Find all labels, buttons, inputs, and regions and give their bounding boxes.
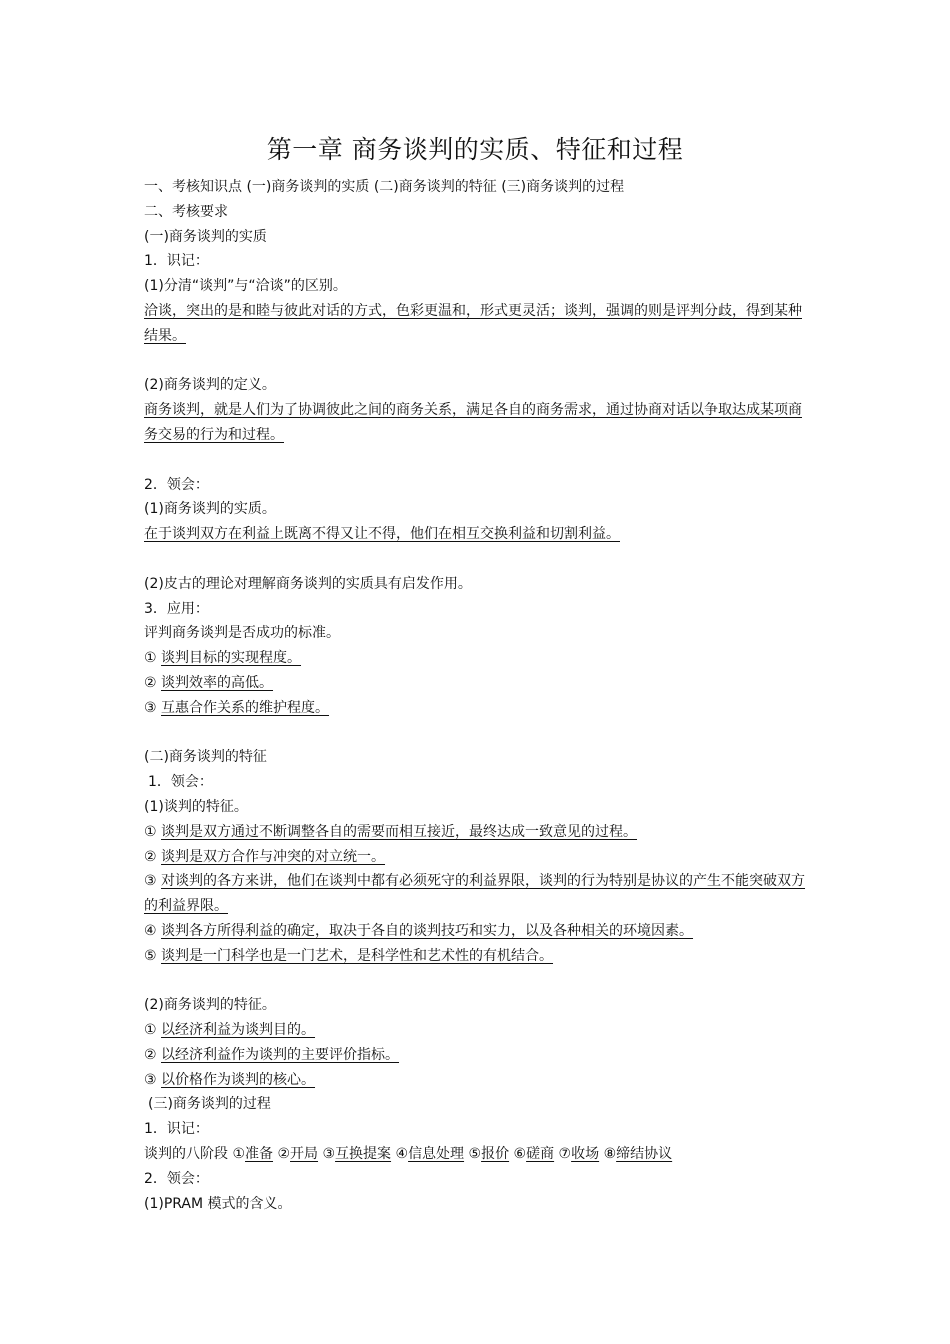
list-number: ① bbox=[144, 823, 157, 840]
list-number: ② bbox=[144, 674, 157, 691]
list-text: 谈判是双方通过不断调整各自的需要而相互接近，最终达成一致意见的过程。 bbox=[161, 823, 638, 840]
list-item bbox=[144, 820, 814, 845]
list-number: ② bbox=[144, 1046, 157, 1063]
list-item bbox=[144, 671, 814, 696]
list-item bbox=[144, 869, 814, 919]
subsection-heading: (三)商务谈判的过程 bbox=[148, 1096, 271, 1113]
stage-text: 缔结协议 bbox=[616, 1146, 673, 1163]
item-question: (1)PRAM 模式的含义。 bbox=[144, 1195, 292, 1212]
list-item bbox=[144, 1018, 814, 1043]
item-heading: 1．识记： bbox=[144, 253, 209, 270]
list-item bbox=[144, 845, 814, 870]
item-question: (2)皮古的理论对理解商务谈判的实质具有启发作用。 bbox=[144, 575, 472, 592]
list-item bbox=[144, 1068, 814, 1093]
section-heading: 二、考核要求 bbox=[144, 203, 228, 220]
stage-text: 报价 bbox=[481, 1146, 510, 1163]
list-text: 谈判各方所得利益的确定，取决于各自的谈判技巧和实力，以及各种相关的环境因素。 bbox=[161, 922, 694, 939]
list-number: ① bbox=[144, 1022, 157, 1039]
list-item bbox=[144, 919, 814, 944]
stage-text: 互换提案 bbox=[335, 1146, 392, 1163]
list-number: ③ bbox=[144, 1071, 157, 1088]
list-text: 谈判效率的高低。 bbox=[161, 674, 274, 691]
list-number: ⑤ bbox=[144, 947, 157, 964]
stages-intro: 谈判的八阶段 bbox=[144, 1146, 228, 1163]
subsection-heading: (二)商务谈判的特征 bbox=[144, 749, 267, 766]
stage-text: 信息处理 bbox=[408, 1146, 465, 1163]
list-number: ④ bbox=[144, 922, 157, 939]
list-text: 互惠合作关系的维护程度。 bbox=[161, 699, 330, 716]
item-answer: 商务谈判，就是人们为了协调彼此之间的商务关系，满足各自的商务需求，通过协商对话以争取达成某项商务交易的行为和过程。 bbox=[144, 402, 802, 443]
item-heading: 3．应用： bbox=[144, 600, 209, 617]
stages-line: 谈判的八阶段 ①准备 ②开局 ③互换提案 ④信息处理 ⑤报价 ⑥磋商 ⑦收场 ⑧缔结协议 bbox=[144, 1146, 673, 1163]
list-number: ③ bbox=[144, 873, 157, 890]
list-number: ② bbox=[144, 848, 157, 865]
list-text: 对谈判的各方来讲，他们在谈判中都有必须死守的利益界限，谈判的行为特别是协议的产生不能突破双方的利益界限。 bbox=[144, 873, 806, 915]
item-question: (1)谈判的特征。 bbox=[144, 798, 248, 815]
stage-text: 准备 bbox=[245, 1146, 274, 1163]
list-text: 以经济利益为谈判目的。 bbox=[161, 1022, 316, 1039]
list-text: 谈判目标的实现程度。 bbox=[161, 650, 302, 667]
item-question: (1)分清“谈判”与“洽谈”的区别。 bbox=[144, 278, 347, 295]
list-item bbox=[144, 944, 814, 969]
item-heading: 1．识记： bbox=[144, 1121, 209, 1138]
item-heading: 2．领会： bbox=[144, 1170, 209, 1187]
page-title: 第一章 商务谈判的实质、特征和过程 bbox=[266, 135, 684, 164]
list-number: ① bbox=[144, 650, 157, 667]
list-text: 以价格作为谈判的核心。 bbox=[161, 1071, 316, 1088]
item-question: 评判商务谈判是否成功的标准。 bbox=[144, 625, 340, 642]
stage-text: 收场 bbox=[571, 1146, 600, 1163]
item-question: (1)商务谈判的实质。 bbox=[144, 501, 276, 518]
knowledge-points: 一、考核知识点 (一)商务谈判的实质 (二)商务谈判的特征 (三)商务谈判的过程 bbox=[144, 179, 625, 195]
list-text: 以经济利益作为谈判的主要评价指标。 bbox=[161, 1046, 400, 1063]
list-text: 谈判是一门科学也是一门艺术，是科学性和艺术性的有机结合。 bbox=[161, 947, 554, 964]
subsection-heading: (一)商务谈判的实质 bbox=[144, 228, 267, 245]
document-body bbox=[144, 175, 814, 1216]
list-item bbox=[144, 646, 814, 671]
list-item bbox=[144, 1043, 814, 1068]
stage-text: 开局 bbox=[290, 1146, 319, 1163]
list-text: 谈判是双方合作与冲突的对立统一。 bbox=[161, 848, 386, 865]
item-heading: 1．领会： bbox=[148, 774, 213, 791]
item-heading: 2．领会： bbox=[144, 476, 209, 493]
list-number: ③ bbox=[144, 699, 157, 716]
item-answer: 在于谈判双方在利益上既离不得又让不得，他们在相互交换利益和切割利益。 bbox=[144, 526, 620, 543]
item-answer: 洽谈，突出的是和睦与彼此对话的方式，色彩更温和，形式更灵活；谈判，强调的则是评判分歧，得到某种结果。 bbox=[144, 302, 802, 344]
item-question: (2)商务谈判的定义。 bbox=[144, 377, 276, 394]
list-item bbox=[144, 696, 814, 721]
item-question: (2)商务谈判的特征。 bbox=[144, 997, 276, 1014]
stage-text: 磋商 bbox=[526, 1146, 555, 1163]
